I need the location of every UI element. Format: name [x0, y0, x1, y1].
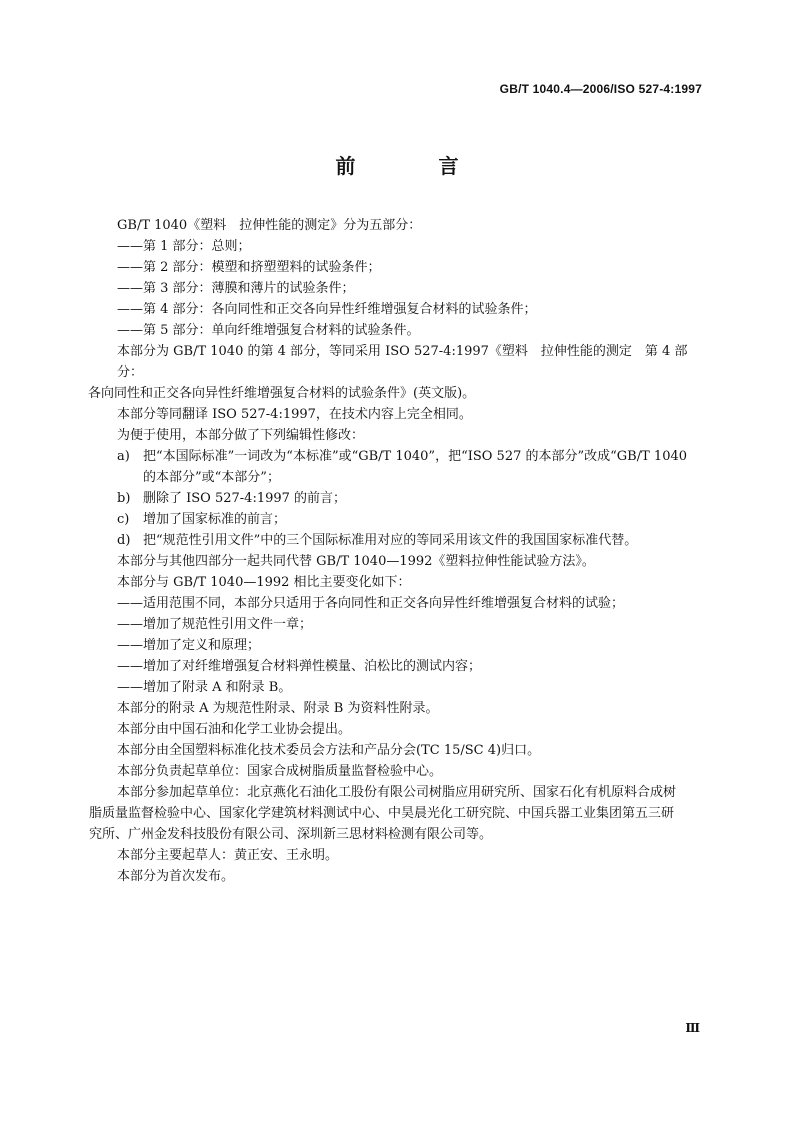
- list-text: 增加了国家标准的前言；: [143, 512, 287, 527]
- page-number: Ⅲ: [685, 1021, 700, 1035]
- list-text: [143, 446, 707, 488]
- page-title: 前 言: [335, 154, 497, 178]
- paragraph: 本部分与 GB/T 1040—1992 相比主要变化如下：: [117, 575, 411, 590]
- list-item-a: [117, 446, 707, 488]
- adoption-paragraph-cont: 各向同性和正交各向异性纤维增强复合材料的试验条件》(英文版)。: [88, 386, 476, 401]
- list-item-b: [117, 488, 707, 509]
- list-marker: c): [117, 512, 130, 527]
- paragraph: 本部分由中国石油和化学工业协会提出。: [117, 722, 352, 737]
- paragraph: 本部分负责起草单位：国家合成树脂质量监督检验中心。: [117, 764, 443, 779]
- change-list-item: ——增加了附录 A 和附录 B。: [117, 680, 292, 695]
- change-list-item: ——增加了定义和原理；: [117, 638, 261, 653]
- list-item-d: [117, 530, 707, 551]
- part-list-item: ——第 3 部分：薄膜和薄片的试验条件；: [117, 281, 355, 296]
- change-list-item: ——增加了规范性引用文件一章；: [117, 617, 313, 632]
- list-marker: a): [117, 449, 130, 464]
- foreword-body: [88, 215, 707, 887]
- adoption-paragraph: 本部分为 GB/T 1040 的第 4 部分，等同采用 ISO 527-4:1997《塑料 拉伸性能的测定 第 4 部分：: [117, 344, 688, 380]
- paragraph: 本部分主要起草人：黄正安、王永明。: [117, 848, 339, 863]
- list-text-line: 把“本国际标准”一词改为“本标准”或“GB/T 1040”，把“ISO 527 的本部分”改成“GB/T 1040: [143, 449, 688, 464]
- standard-number-header: GB/T 1040.4—2006/ISO 527-4:1997: [499, 82, 702, 96]
- part-list-item: ——第 4 部分：各向同性和正交各向异性纤维增强复合材料的试验条件；: [117, 302, 537, 317]
- paragraph: 本部分由全国塑料标准化技术委员会方法和产品分会(TC 15/SC 4)归口。: [117, 743, 541, 758]
- paragraph: 本部分的附录 A 为规范性附录、附录 B 为资料性附录。: [117, 701, 439, 716]
- change-list-item: ——增加了对纤维增强复合材料弹性模量、泊松比的测试内容；: [117, 659, 482, 674]
- paragraph: 本部分为首次发布。: [117, 869, 235, 884]
- paragraph: 本部分等同翻译 ISO 527-4:1997，在技术内容上完全相同。: [117, 407, 472, 422]
- change-list-item: ——适用范围不同，本部分只适用于各向同性和正交各向异性纤维增强复合材料的试验；: [117, 596, 625, 611]
- paragraph: 本部分与其他四部分一起共同代替 GB/T 1040—1992《塑料拉伸性能试验方法》。: [117, 554, 595, 569]
- list-text: 删除了 ISO 527-4:1997 的前言；: [143, 491, 347, 506]
- part-list-item: ——第 1 部分：总则；: [117, 239, 251, 254]
- paragraph-cont: 脂质量监督检验中心、国家化学建筑材料测试中心、中昊晨光化工研究院、中国兵器工业集团第五三研: [89, 806, 675, 821]
- list-text: 把“规范性引用文件”中的三个国际标准用对应的等同采用该文件的我国国家标准代替。: [143, 533, 638, 548]
- paragraph: 本部分参加起草单位：北京燕化石油化工股份有限公司树脂应用研究所、国家石化有机原料合成树: [117, 785, 677, 800]
- list-marker: b): [117, 491, 131, 506]
- list-text-line: 的本部分”或“本部分”；: [143, 470, 280, 485]
- intro-paragraph: GB/T 1040《塑料 拉伸性能的测定》分为五部分：: [117, 218, 422, 233]
- list-item-c: [117, 509, 707, 530]
- part-list-item: ——第 2 部分：模塑和挤塑塑料的试验条件；: [117, 260, 381, 275]
- list-marker: d): [117, 533, 131, 548]
- paragraph: 为便于使用，本部分做了下列编辑性修改：: [117, 428, 365, 443]
- paragraph-cont: 究所、广州金发科技股份有限公司、深圳新三思材料检测有限公司等。: [89, 827, 493, 842]
- part-list-item: ——第 5 部分：单向纤维增强复合材料的试验条件。: [117, 323, 420, 338]
